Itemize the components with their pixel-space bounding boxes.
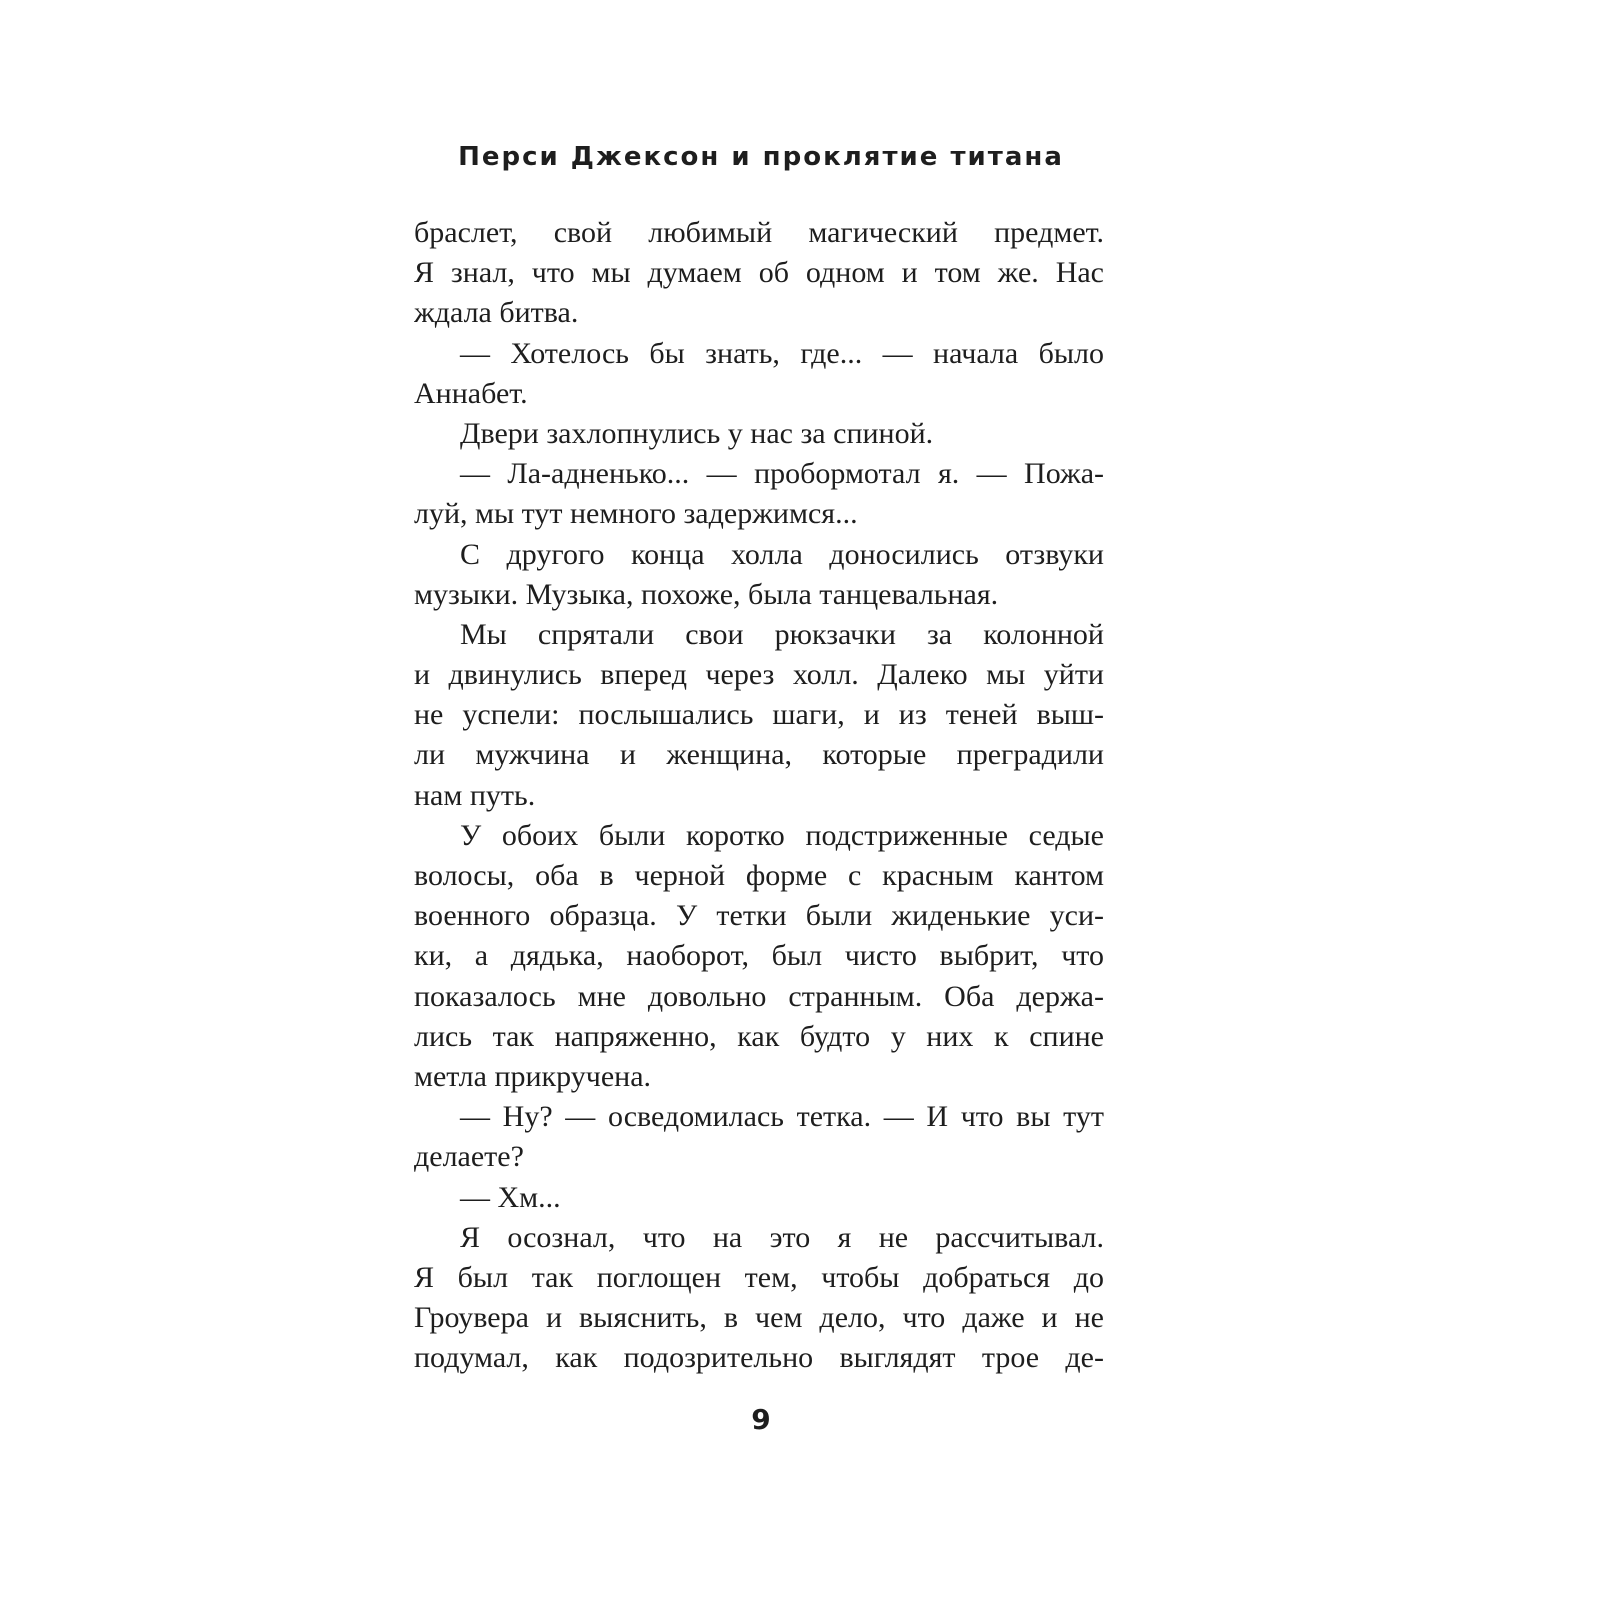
text-line: ли мужчина и женщина, которые преградили [414, 738, 1104, 772]
page-number: 9 [751, 1403, 771, 1436]
text-line: У обоих были коротко подстриженные седые [460, 818, 1104, 852]
text-line: Я знал, что мы думаем об одном и том же. Нас [414, 256, 1104, 290]
text-line: — Ла-адненько... — пробормотал я. — Пожа- [460, 457, 1104, 491]
text-line: нам путь. [414, 778, 536, 812]
text-line: Я осознал, что на это я не рассчитывал. [460, 1220, 1104, 1254]
text-line: Двери захлопнулись у нас за спиной. [460, 416, 934, 450]
text-line: Мы спрятали свои рюкзачки за колонной [460, 617, 1104, 651]
text-line: — Ну? — осведомилась тетка. — И что вы тут [460, 1100, 1104, 1134]
text-line: музыки. Музыка, похоже, была танцевальная. [414, 577, 999, 611]
text-line: ки, а дядька, наоборот, был чисто выбрит, что [414, 939, 1104, 973]
text-line: военного образца. У тетки были жиденькие уси- [414, 899, 1104, 933]
text-line: волосы, оба в черной форме с красным кантом [414, 859, 1104, 892]
text-line: и двинулись вперед через холл. Далеко мы уйти [414, 658, 1104, 692]
body-text [414, 213, 1104, 1378]
text-line: Я был так поглощен тем, чтобы добраться до [414, 1260, 1104, 1294]
text-line: показалось мне довольно странным. Оба держа- [414, 979, 1104, 1013]
text-line: ждала битва. [414, 296, 579, 330]
text-line: не успели: послышались шаги, и из теней выш- [414, 698, 1104, 732]
text-line: Аннабет. [414, 376, 528, 410]
text-line: Гроувера и выяснить, в чем дело, что даже и не [414, 1301, 1104, 1335]
text-line: метла прикручена. [414, 1059, 652, 1093]
text-line: — Хотелось бы знать, где... — начала было [460, 336, 1104, 370]
text-line: — Хм... [460, 1180, 561, 1214]
text-line: подумал, как подозрительно выглядят трое де- [414, 1341, 1104, 1375]
text-line: браслет, свой любимый магический предмет. [414, 216, 1104, 249]
text-line: луй, мы тут немного задержимся... [414, 497, 858, 531]
text-line: делаете? [414, 1140, 524, 1174]
running-head: Перси Джексон и проклятие титана [458, 142, 1064, 172]
text-line: С другого конца холла доносились отзвуки [460, 537, 1104, 571]
text-line: лись так напряженно, как будто у них к спине [414, 1019, 1104, 1053]
